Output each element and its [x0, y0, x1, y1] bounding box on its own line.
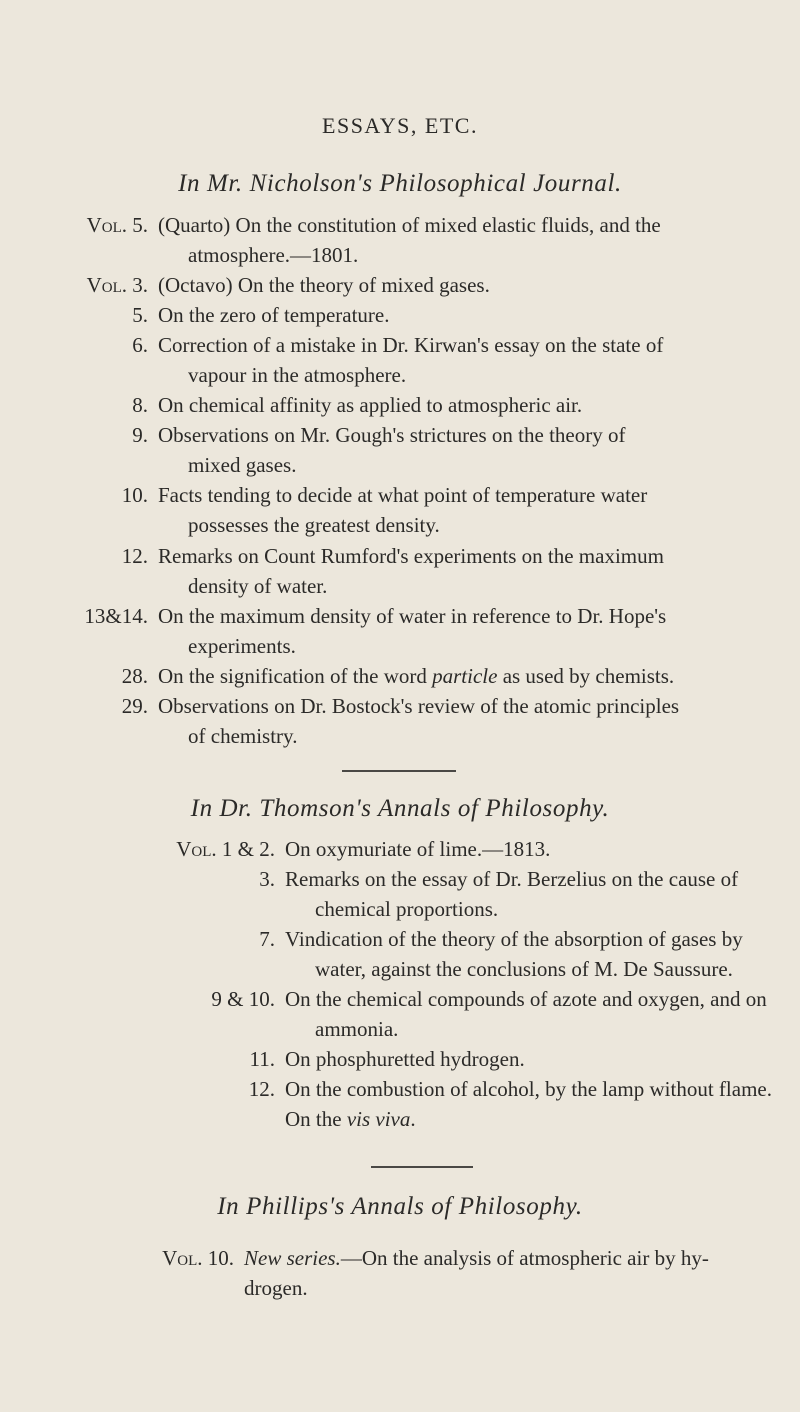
volume-label: 5.: [132, 303, 148, 327]
entry-text: (Quarto) On the constitution of mixed elastic fluids, and the atmosphere.—1801.: [158, 213, 661, 267]
volume-label: Vol. 10.: [162, 1246, 234, 1270]
volume-label: 13&14.: [84, 604, 148, 628]
entry-text: On the signification of the word particle as used by chemists.: [158, 664, 675, 688]
running-head: ESSAYS, ETC.: [322, 113, 478, 138]
entry-text: (Octavo) On the theory of mixed gases.: [158, 273, 490, 297]
section-title-phillips: In Phillips's Annals of Philosophy.: [217, 1193, 583, 1220]
volume-label: Vol. 5.: [86, 213, 148, 237]
entry-text: On chemical affinity as applied to atmospheric air.: [158, 393, 583, 417]
volume-label: 6.: [132, 333, 148, 357]
volume-label: 29.: [121, 694, 148, 718]
entry-text: Observations on Dr. Bostock's review of the atomic principles of chemistry.: [158, 694, 680, 748]
volume-label: 28.: [121, 664, 148, 688]
volume-label: Vol. 1 & 2.: [176, 837, 275, 861]
entry-text: On oxymuriate of lime.—1813.: [285, 837, 551, 861]
entry-text: On the chemical compounds of azote and oxygen, and on ammonia.: [285, 987, 767, 1041]
entry-text: On phosphuretted hydrogen.: [285, 1047, 525, 1071]
entry-text: Vindication of the theory of the absorption of gases by water, against the conclusions of M. De Saussure.: [285, 927, 743, 981]
volume-label: 11.: [249, 1047, 275, 1071]
volume-label: 7.: [259, 927, 275, 951]
entry-text: Remarks on the essay of Dr. Berzelius on the cause of chemical proportions.: [285, 867, 739, 921]
entry-text: On the combustion of alcohol, by the lamp without flame. On the vis viva.: [285, 1077, 772, 1131]
volume-label: 8.: [132, 393, 148, 417]
entry-text: Correction of a mistake in Dr. Kirwan's essay on the state of vapour in the atmosphere.: [158, 333, 664, 387]
volume-label: 12.: [248, 1077, 275, 1101]
volume-label: 9.: [132, 423, 148, 447]
section-divider: [371, 1166, 473, 1168]
entry-text: On the zero of temperature.: [158, 303, 390, 327]
entry-text: Remarks on Count Rumford's experiments on the maximum density of water.: [158, 544, 664, 598]
entry-text: Facts tending to decide at what point of temperature water possesses the greatest density.: [158, 483, 648, 537]
volume-label: 9 & 10.: [211, 987, 275, 1011]
volume-label: 10.: [121, 483, 148, 507]
volume-label: 12.: [121, 544, 148, 568]
entry-text: Observations on Mr. Gough's strictures on the theory of mixed gases.: [158, 423, 626, 477]
section-title-thomson: In Dr. Thomson's Annals of Philosophy.: [190, 795, 610, 822]
entry-text: On the maximum density of water in reference to Dr. Hope's experiments.: [158, 604, 667, 658]
section-title-nicholson: In Mr. Nicholson's Philosophical Journal.: [178, 170, 622, 197]
volume-label: 3.: [259, 867, 275, 891]
volume-label: Vol. 3.: [86, 273, 148, 297]
section-divider: [342, 770, 456, 772]
entry-text: New series.—On the analysis of atmospheric air by hy- drogen.: [244, 1246, 709, 1300]
